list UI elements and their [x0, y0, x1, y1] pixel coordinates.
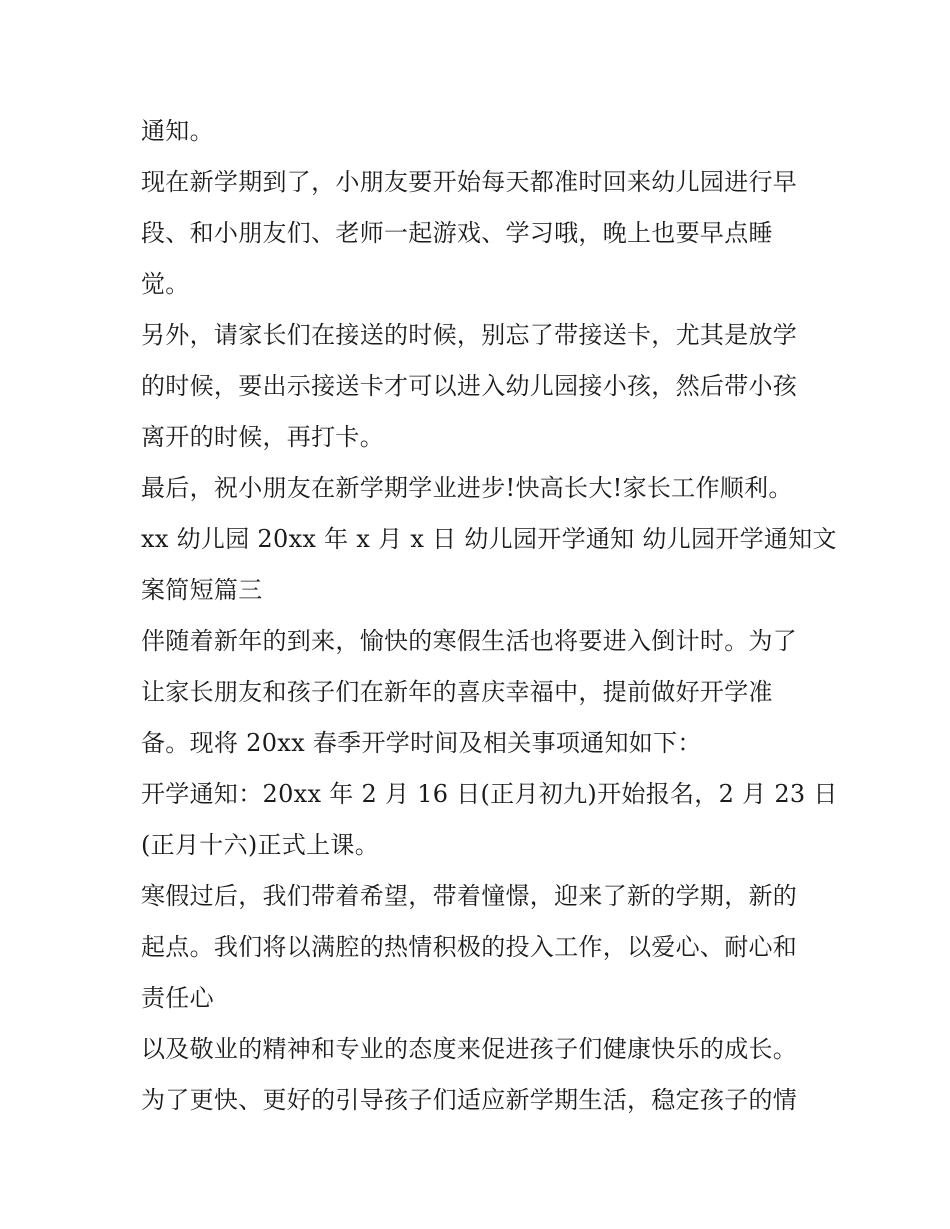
text-line: 最后，祝小朋友在新学期学业进步!快高长大!家长工作顺利。 — [141, 474, 793, 502]
text-line: 现在新学期到了，小朋友要开始每天都准时回来幼儿园进行早 — [141, 168, 798, 196]
text-line: 开学通知：20xx 年 2 月 16 日(正月初九)开始报名，2 月 23 日 — [141, 780, 838, 808]
text-line: 寒假过后，我们带着希望，带着憧憬，迎来了新的学期，新的 — [141, 882, 798, 910]
text-line: 伴随着新年的到来，愉快的寒假生活也将要进入倒计时。为了 — [141, 627, 798, 655]
text-line: (正月十六)正式上课。 — [141, 831, 380, 859]
text-line: 离开的时候，再打卡。 — [141, 423, 384, 451]
text-line: 让家长朋友和孩子们在新年的喜庆幸福中，提前做好开学准 — [141, 678, 773, 706]
text-line: 通知。 — [141, 117, 214, 145]
text-line: 为了更快、更好的引导孩子们适应新学期生活，稳定孩子的情 — [141, 1086, 798, 1114]
text-line: 另外，请家长们在接送的时候，别忘了带接送卡，尤其是放学 — [141, 321, 798, 349]
text-line: 备。现将 20xx 春季开学时间及相关事项通知如下： — [141, 729, 702, 757]
text-line: 的时候，要出示接送卡才可以进入幼儿园接小孩，然后带小孩 — [141, 372, 798, 400]
text-line: 案简短篇三 — [141, 576, 263, 604]
text-line: 段、和小朋友们、老师一起游戏、学习哦，晚上也要早点睡 — [141, 219, 773, 247]
document-body — [141, 106, 838, 1126]
text-line: 觉。 — [141, 270, 190, 298]
text-line: 起点。我们将以满腔的热情积极的投入工作，以爱心、耐心和 — [141, 933, 798, 961]
text-line: 责任心 — [141, 984, 214, 1012]
text-line: xx 幼儿园 20xx 年 x 月 x 日 幼儿园开学通知 幼儿园开学通知文 — [141, 525, 837, 553]
text-line: 以及敬业的精神和专业的态度来促进孩子们健康快乐的成长。 — [141, 1035, 798, 1063]
